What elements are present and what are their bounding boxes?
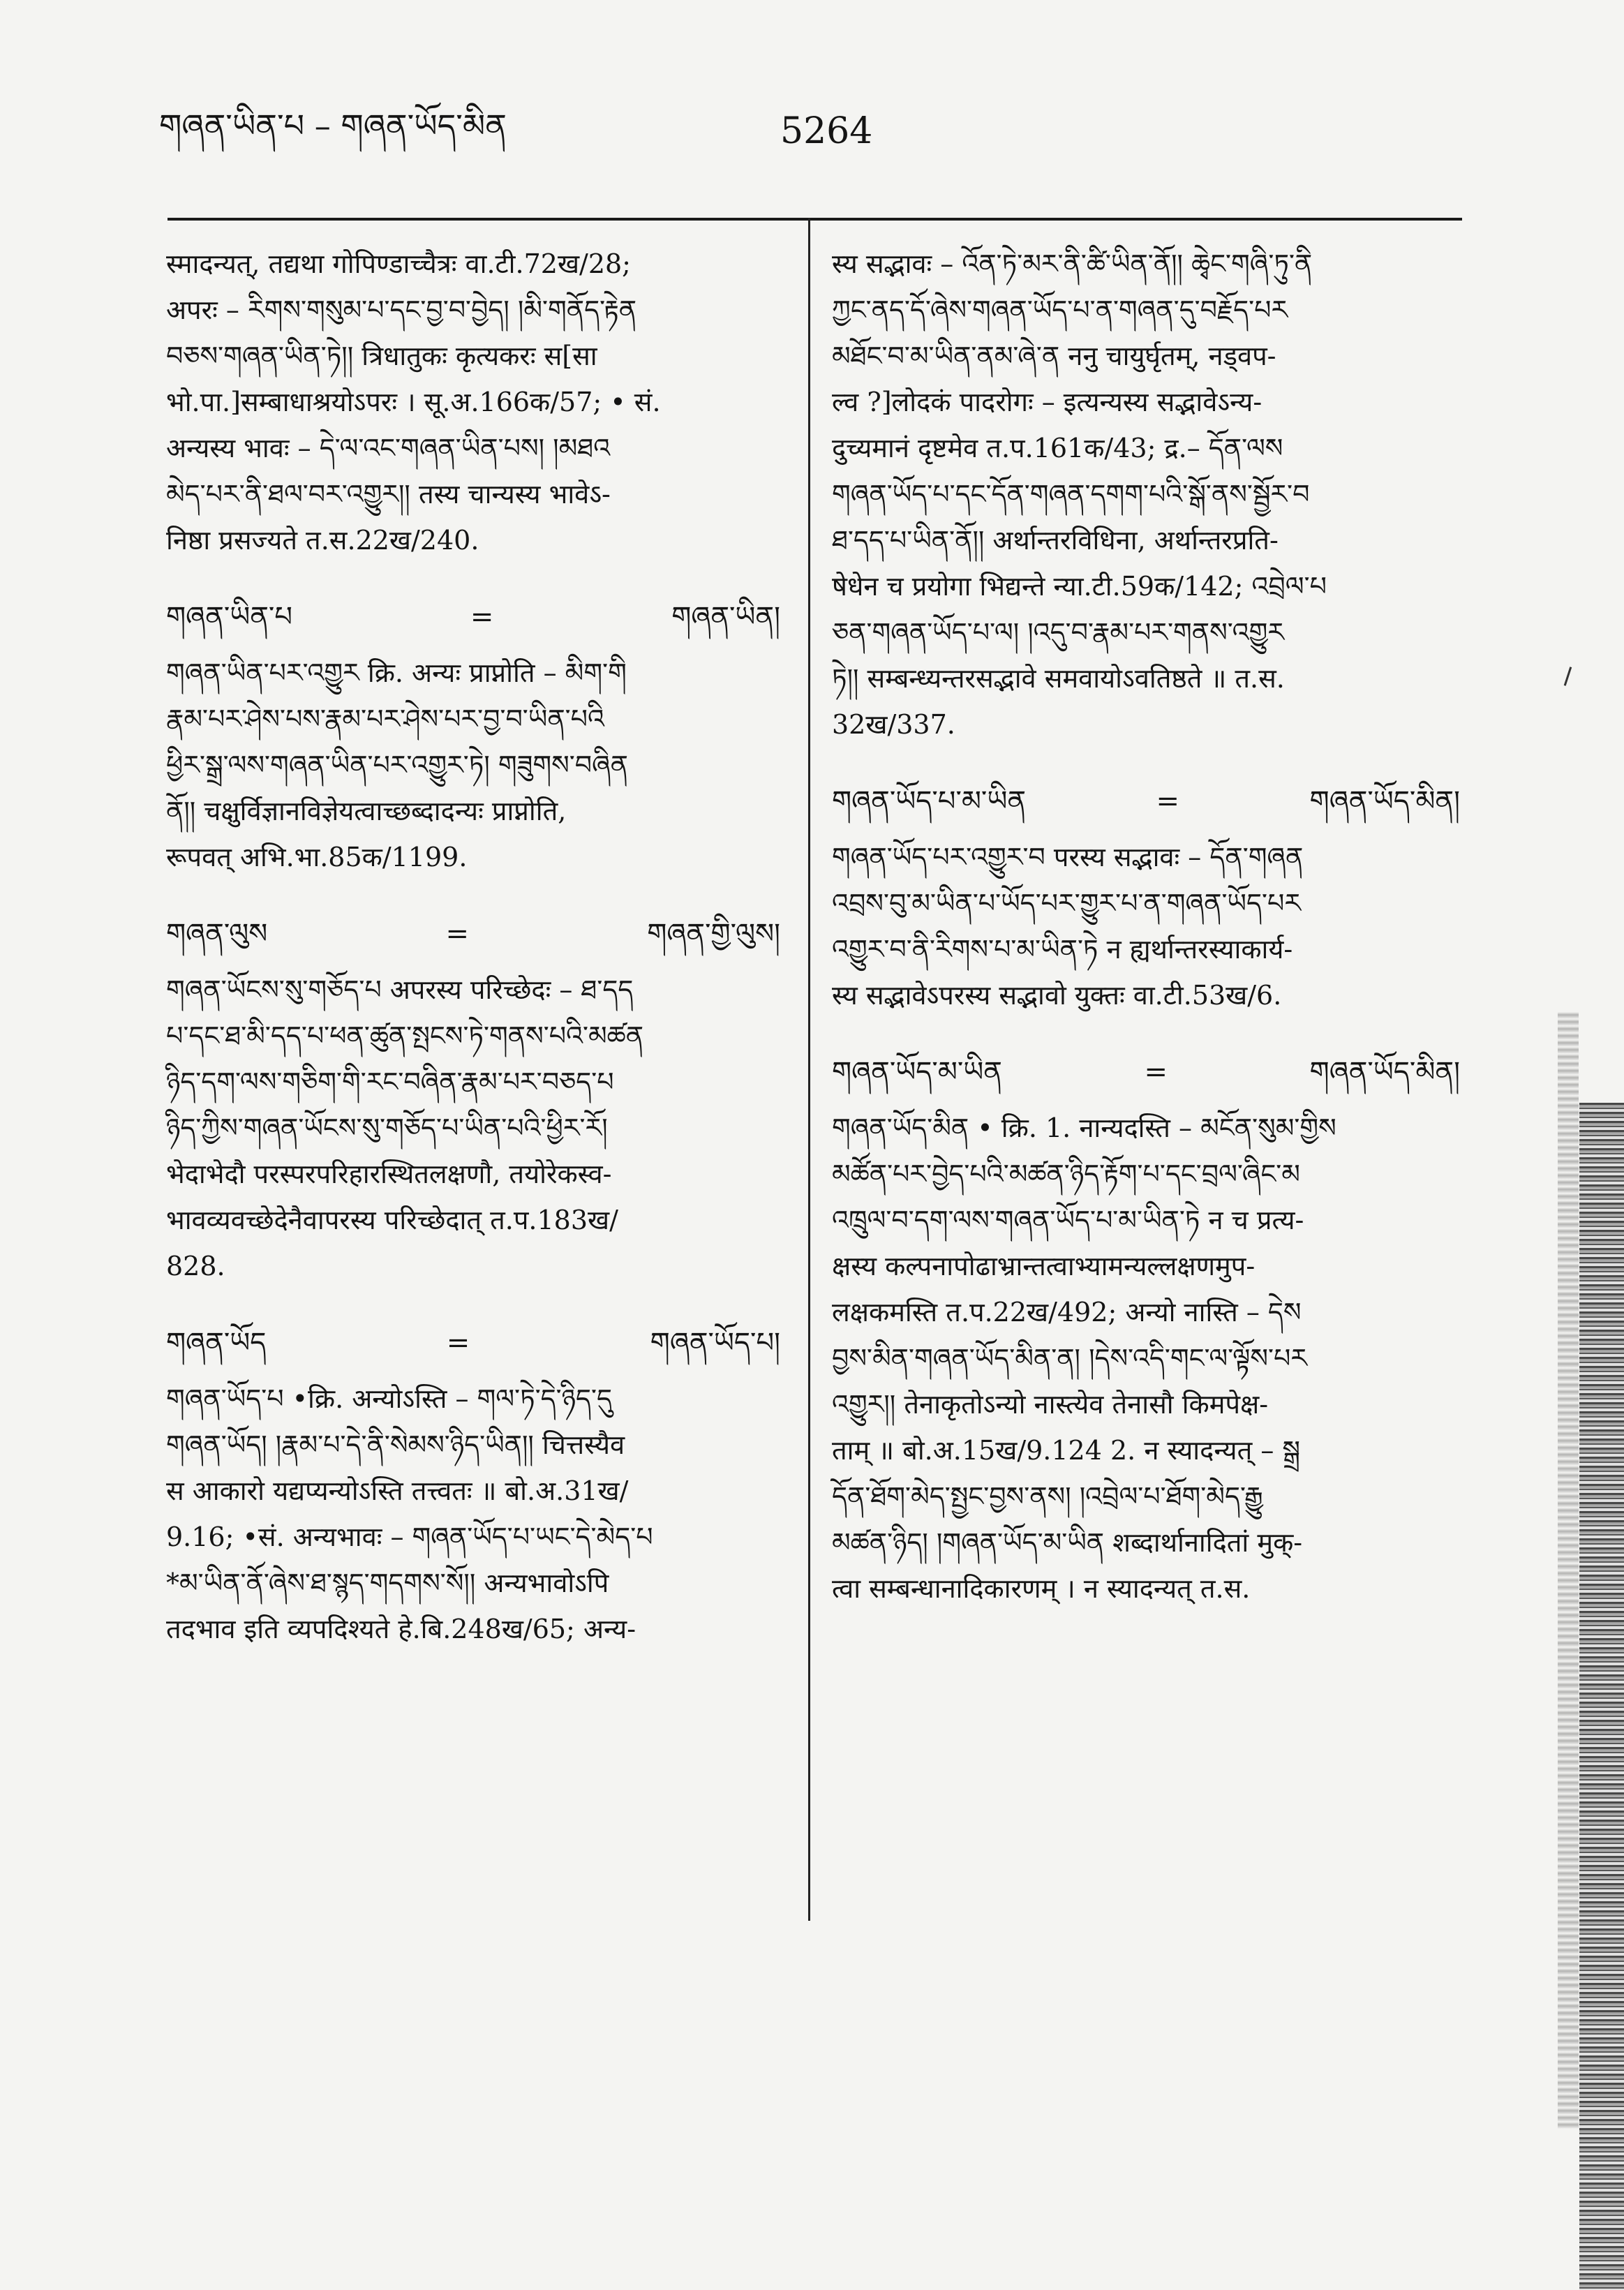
entry-line: स्मादन्यत्, तद्यथा गोपिण्डाच्चैत्रः वा.टी.72ख/28;: [166, 248, 631, 279]
entry-line: ཅན་གཞན་ཡོད་པ་ལ། །འདུ་བ་རྣམ་པར་གནས་འགྱུར: [832, 617, 1285, 648]
entry-line: दुच्यमानं दृष्टमेव त.प.161क/43; द्र.– དོན་ལས: [832, 433, 1283, 463]
entry-line: རྣམ་པར་ཤེས་པས་རྣམ་པར་ཤེས་པར་བྱ་བ་ཡིན་པའི: [166, 704, 604, 734]
entry-line: གཞན་ཡིན་པར་འགྱུར क्रि. अन्यः प्राप्नोति – མིག་གི: [166, 657, 627, 688]
dictionary-entry: [832, 1105, 1460, 1612]
running-head: གཞན་ཡིན་པ – གཞན་ཡོད་མིན: [159, 107, 507, 144]
entry-line: भेदाभेदौ परस्परपरिहारस्थितलक्षणौ, तयोरेकस्व-: [166, 1159, 612, 1189]
entry-line: ཀྱང་ནད་དོ་ཞེས་གཞན་ཡོད་པ་ན་གཞན་དུ་བརྗོད་པར: [832, 295, 1288, 325]
cross-reference-entry: [832, 778, 1460, 824]
header-rule: [167, 218, 1462, 221]
entry-line: དོན་ཐོག་མེད་སྤྱང་བྱས་ནས། །འབྲེལ་པ་ཐོག་མེད་རྒྱུ: [832, 1481, 1263, 1512]
entry-line: འབྲས་བུ་མ་ཡིན་པ་ཡོད་པར་གྱུར་པ་ན་གཞན་ཡོད་པར: [832, 888, 1301, 919]
entry-line: པ་དང་ཐ་མི་དད་པ་ཕན་ཚུན་སྤངས་ཏེ་གནས་པའི་མཚན: [166, 1020, 644, 1051]
cross-reference-target: གཞན་ཡོད་པ།: [650, 1327, 780, 1359]
entry-line: क्षस्य कल्पनापोढाभ्रान्तत्वाभ्यामन्यल्लक्षणमुप-: [832, 1251, 1256, 1281]
entry-line: लक्षकमस्ति त.प.22ख/492; अन्यो नास्ति – དེས: [832, 1297, 1302, 1328]
column-divider: [808, 218, 810, 1921]
entry-line: གཞན་ཡོད་པ •क्रि. अन्योऽस्ति – གལ་ཏེ་དེ་ཉིད་དུ: [166, 1383, 612, 1414]
entry-gap: [832, 1612, 1460, 1627]
entry-line: འགྱུར།། तेनाकृतोऽन्यो नास्त्येव तेनासौ किमपेक्ष-: [832, 1389, 1269, 1420]
entry-gap: [166, 563, 780, 579]
equals-sign: =: [446, 1327, 470, 1359]
entry-gap: [832, 748, 1460, 763]
entry-line: ཉིད་ཀྱིས་གཞན་ཡོངས་སུ་གཅོད་པ་ཡིན་པའི་ཕྱིར་རོ།: [166, 1113, 608, 1143]
entry-gap: [166, 1652, 780, 1667]
entry-gap: [166, 880, 780, 895]
entry-line: षेधेन च प्रयोगा भिद्यन्ते न्या.टी.59क/142; འབྲེལ་པ: [832, 571, 1327, 602]
entry-line: 32ख/337.: [832, 709, 955, 740]
dictionary-entry: [166, 967, 780, 1289]
entry-line: ནོ།། चक्षुर्विज्ञानविज्ञेयत्वाच्छब्दादन्यः प्राप्नोति,: [166, 796, 567, 826]
cross-reference-entry: [166, 594, 780, 640]
cross-reference-headword: གཞན་ཡོད་མ་ཡིན: [832, 1056, 1002, 1088]
entry-line: གཞན་ཡོད། །རྣམ་པ་དེ་ནི་སེམས་ཉིད་ཡིན།། चित्तस्यैव: [166, 1429, 625, 1460]
entry-line: ཕྱིར་སྒྲ་ལས་གཞན་ཡིན་པར་འགྱུར་ཏེ། གཟུགས་བཞིན: [166, 750, 629, 780]
cross-reference-entry: [832, 1049, 1460, 1095]
entry-line: མཚན་ཉིད། །གཞན་ཡོད་མ་ཡིན शब्दार्थानादितां मुक्-: [832, 1527, 1303, 1558]
equals-sign: =: [445, 918, 470, 950]
entry-line: ཉིད་དག་ལས་གཅིག་གི་རང་བཞིན་རྣམ་པར་བཅད་པ: [166, 1066, 614, 1097]
cross-reference-headword: གཞན་ཡིན་པ: [166, 601, 292, 633]
equals-sign: =: [470, 601, 494, 633]
entry-line: स्य सद्भावेऽपरस्य सद्भावो युक्तः वा.टी.53ख/6.: [832, 980, 1282, 1011]
entry-line: ल्व ?]लोदकं पादरोगः – इत्यन्यस्य सद्भावेऽन्य-: [832, 387, 1262, 417]
dictionary-entry: [832, 834, 1460, 1018]
dictionary-entry: [166, 650, 780, 880]
entry-gap: [166, 1289, 780, 1304]
cross-reference-entry: [166, 1320, 780, 1366]
entry-line: གཞན་ཡོངས་སུ་གཅོད་པ अपरस्य परिच्छेदः – ཐ་དད: [166, 974, 634, 1005]
dictionary-entry: [166, 1376, 780, 1652]
entry-line: त्वा सम्बन्धानादिकारणम् । न स्यादन्यत् त.स.: [832, 1573, 1251, 1604]
left-column: [166, 241, 780, 1667]
margin-mark: [1564, 667, 1572, 686]
entry-line: ཏེ།། सम्बन्ध्यन्तरसद्भावे समवायोऽवतिष्ठते ॥ त.स.: [832, 663, 1285, 694]
entry-line: अपरः – རིགས་གསུམ་པ་དང་བྱ་བ་བྱེད། །མི་གནོད་རྟེན: [166, 295, 637, 325]
scan-edge: [1579, 1103, 1624, 2290]
entry-line: གཞན་ཡོད་པར་འགྱུར་བ परस्य सद्भावः – དོན་གཞན: [832, 842, 1304, 872]
entry-line: མཐོང་བ་མ་ཡིན་ནམ་ཞེ་ན ननु चायुर्घृतम्, नड्वप-: [832, 341, 1276, 371]
right-column: [832, 241, 1460, 1627]
entry-line: བཅས་གཞན་ཡིན་ཏེ།། त्रिधातुकः कृत्यकरः स[सा: [166, 341, 597, 371]
cross-reference-target: གཞན་ཡོད་མིན།: [1309, 1056, 1460, 1088]
entry-line: 9.16; •सं. अन्यभावः – གཞན་ཡོད་པ་ཡང་དེ་མེད་པ: [166, 1522, 653, 1552]
entry-line: निष्ठा प्रसज्यते त.स.22ख/240.: [166, 525, 479, 556]
equals-sign: =: [1144, 1056, 1168, 1088]
cross-reference-target: གཞན་ཡིན།: [671, 601, 780, 633]
cross-reference-headword: གཞན་ཡོད: [166, 1327, 267, 1359]
equals-sign: =: [1156, 785, 1180, 817]
cross-reference-target: གཞན་གྱི་ལུས།: [647, 918, 780, 950]
dictionary-entry: [166, 241, 780, 563]
entry-line: ताम् ॥ बो.अ.15ख/9.124 2. न स्यादन्यत् – སྒྲ: [832, 1435, 1301, 1466]
entry-line: भावव्यवच्छेदेनैवापरस्य परिच्छेदात् त.प.183ख/: [166, 1205, 618, 1235]
cross-reference-headword: གཞན་ལུས: [166, 918, 268, 950]
entry-line: रूपवत् अभि.भा.85क/1199.: [166, 842, 468, 872]
cross-reference-target: གཞན་ཡོད་མིན།: [1309, 785, 1460, 817]
scan-edge-shadow: [1558, 1012, 1579, 2129]
entry-line: अन्यस्य भावः – དེ་ལ་འང་གཞན་ཡིན་པས། །མཐའ: [166, 433, 611, 463]
entry-line: *མ་ཡིན་ནོ་ཞེས་ཐ་སྙད་གདགས་སོ།། अन्यभावोऽपि: [166, 1568, 609, 1598]
entry-line: स्य सद्भावः – འོན་ཏེ་མར་ནི་ཚི་ཡིན་ནོ།། ཆྭེང་གཞི་ཏུ་ནི: [832, 248, 1313, 279]
entry-line: 828.: [166, 1251, 225, 1281]
entry-line: तदभाव इति व्यपदिश्यते हे.बि.248ख/65; अन्य-: [166, 1614, 636, 1644]
entry-gap: [832, 1018, 1460, 1034]
cross-reference-headword: གཞན་ཡོད་པ་མ་ཡིན: [832, 785, 1026, 817]
entry-line: གཞན་ཡོད་པ་དང་དོན་གཞན་དགག་པའི་སྒོ་ནས་སྦྱོར་བ: [832, 479, 1310, 510]
page-number: 5264: [780, 110, 873, 152]
dictionary-entry: [832, 241, 1460, 748]
entry-line: स आकारो यद्यप्यन्योऽस्ति तत्त्वतः ॥ बो.अ.31ख/: [166, 1475, 629, 1506]
entry-line: མཚོན་པར་བྱེད་པའི་མཚན་ཉིད་རྟོག་པ་དང་བྲལ་ཞིང་མ: [832, 1159, 1300, 1189]
entry-line: བྱས་མིན་གཞན་ཡོད་མིན་ན། །དེས་འདི་གང་ལ་ལྟོས་པར: [832, 1343, 1308, 1374]
entry-line: གཞན་ཡོད་མིན • क्रि. 1. नान्यदस्ति – མངོན་སུམ་གྱིས: [832, 1113, 1336, 1143]
entry-line: མེད་པར་ནི་ཐལ་བར་འགྱུར།། तस्य चान्यस्य भावेऽ-: [166, 479, 611, 510]
entry-line: འགྱུར་བ་ནི་རིགས་པ་མ་ཡིན་ཏེ न ह्यर्थान्तरस्याकार्य-: [832, 934, 1293, 965]
entry-line: ཐ་དད་པ་ཡིན་ནོ།། अर्थान्तरविधिना, अर्थान्तरप्रति-: [832, 525, 1279, 556]
cross-reference-entry: [166, 911, 780, 957]
entry-line: འཁྲུལ་བ་དག་ལས་གཞན་ཡོད་པ་མ་ཡིན་ཏེ न च प्रत्य-: [832, 1205, 1304, 1235]
entry-line: भो.पा.]सम्बाधाश्रयोऽपरः । सू.अ.166क/57; • सं.: [166, 387, 661, 417]
